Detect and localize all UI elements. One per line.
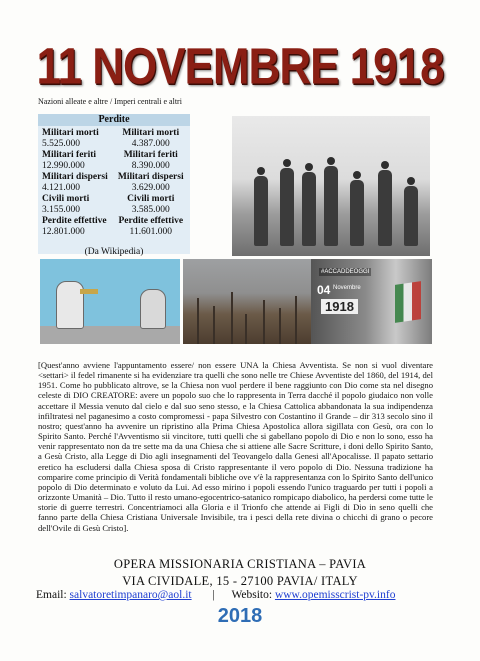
loss-value: 12.990.000 [42,160,85,171]
loss-value: 3.585.000 [131,204,170,215]
footer-year: 2018 [217,605,263,627]
soldier-figure [280,168,294,246]
poster-day: 04 [317,283,331,297]
table-source-note: (Da Wikipedia) [84,247,144,257]
body-paragraph: [Quest'anno avviene l'appuntamento essere/ non essere UNA la Chiesa Avventista. Se non si vuol diventare <settari> il fedel rimanente si ha evidenziare tra quelli che sono nelle tre Chiese Avventiste del 1860, del 1914, del 1951. Come ho pubblicato altrove, se la Chiesa non vuol perdere il bene raggiunto con Dio come sta nel disegno celeste di DIO CREATORE: avere un popolo suo che lo rappresenta in Terra dacché il popolo giudaico non volle accettare il Messia venuto dal cielo e dal suo seno stesso, e la Chiesa Cattolica abbandonata la sua indipendenza infiltratesi nel paganesimo a costo compromessi - papa Silvestro con Costantino il Grande – dir 313 secolo sino il nostro; quest'anno ha avvenire un ripristino alla Prima Chiesa Apostolica allora sigillata con Gesù, ora con lo Spirito Santo. Perché l'Avventismo sii vincitore, tutti quelli che si gabellano popolo di Dio e non lo sono, esso ha venir rappresentato non da tre sette ma da una Chiesa che si attiene alle Sacre Scritture, i doni dello Spirito Santo, a Gesù Cristo, alla Legge di Dio agli insegnamenti del Teovangelo dalla Genesi all'Apocalisse. Il papato settario eretico ha escludersi dalla Chiesa sposa di Cristo rappresentante il vero popolo di Dio. Nessuna tradizione ha comparire come principio di Verità fondamentali bibliche ove v'è la rappresentanza con lo Spirito Santo dell'unico popolo di Dio determinato e voluto da Lui. Ad esso mirino i popoli essendo l'unico traguardo per tutti i popoli a orizzonte Umanità – Dio. Tutto il resto umano-egocentrico-satanico rompicapo diabolico, ha perdersi come tutte le storie di guerre terrestri. Concentriamoci alla Gloria e il Trionfo che attende ai Figli di Dio in seno quelli che fanno parte della Chiesa Cristiana Universale Invisibile, tra i pesci della rete divina o chicchi di grano o pecore dell'Ovile di Gesù Cristo]. [38,360,433,533]
loss-label: Militari feriti [123,150,178,160]
bugle-icon [80,289,98,294]
losses-column-allies [42,128,115,238]
loss-value: 4.121.000 [42,182,80,193]
email-label: Email: [36,589,67,601]
table-subtitle: Nazioni alleate e altre / Imperi centrali e altri [38,97,182,106]
soldier-figure [350,180,364,246]
loss-value: 3.155.000 [42,204,80,215]
email-link[interactable]: salvatoretimpanaro@aol.it [69,589,192,601]
contact-line [36,589,446,601]
soldier-figure [404,186,418,246]
loss-label: Perdite effettive [118,216,184,226]
loss-label: Civili morti [42,194,90,204]
poster-year: 1918 [321,299,358,314]
soldiers-photo [232,116,430,256]
bugler-cartoon [40,259,180,344]
soldier-figure [324,166,338,246]
contact-separator: | [212,589,215,601]
organization-name: OPERA MISSIONARIA CRISTIANA – PAVIA [113,557,367,571]
poster-hashtag: #ACCADDEOGGI [321,269,370,275]
losses-table-header: Perdite [38,114,190,126]
loss-value: 12.801.000 [42,226,85,237]
battlefield-photo [183,259,311,344]
loss-value: 8.390.000 [131,160,170,171]
soldier-figure [302,172,316,246]
loss-label: Militari morti [42,128,99,138]
loss-label: Perdite effettive [42,216,107,226]
loss-value: 5.525.000 [42,138,80,149]
soldier-figure [140,289,166,329]
website-link[interactable]: www.opemisscrist-pv.info [274,589,396,601]
losses-table [38,114,190,254]
loss-value: 4.387.000 [131,138,170,149]
soldier-figure [378,170,392,246]
website-label: Websito: [231,589,273,601]
page-title: 11 NOVEMBRE 1918 [36,38,444,96]
losses-column-central-powers [115,128,188,238]
soldier-figure [254,176,268,246]
poster-month: Novembre [333,285,361,291]
loss-label: Militari morti [122,128,180,138]
loss-label: Civili morti [127,194,175,204]
organization-address: VIA CIVIDALE, 15 - 27100 PAVIA/ ITALY [122,574,358,588]
loss-label: Militari feriti [42,150,97,160]
loss-value: 3.629.000 [131,182,170,193]
loss-label: Militari dispersi [117,172,184,182]
flag-icon [395,281,421,323]
loss-value: 11.601.000 [129,226,172,237]
anniversary-poster [311,259,432,344]
loss-label: Militari dispersi [42,172,108,182]
